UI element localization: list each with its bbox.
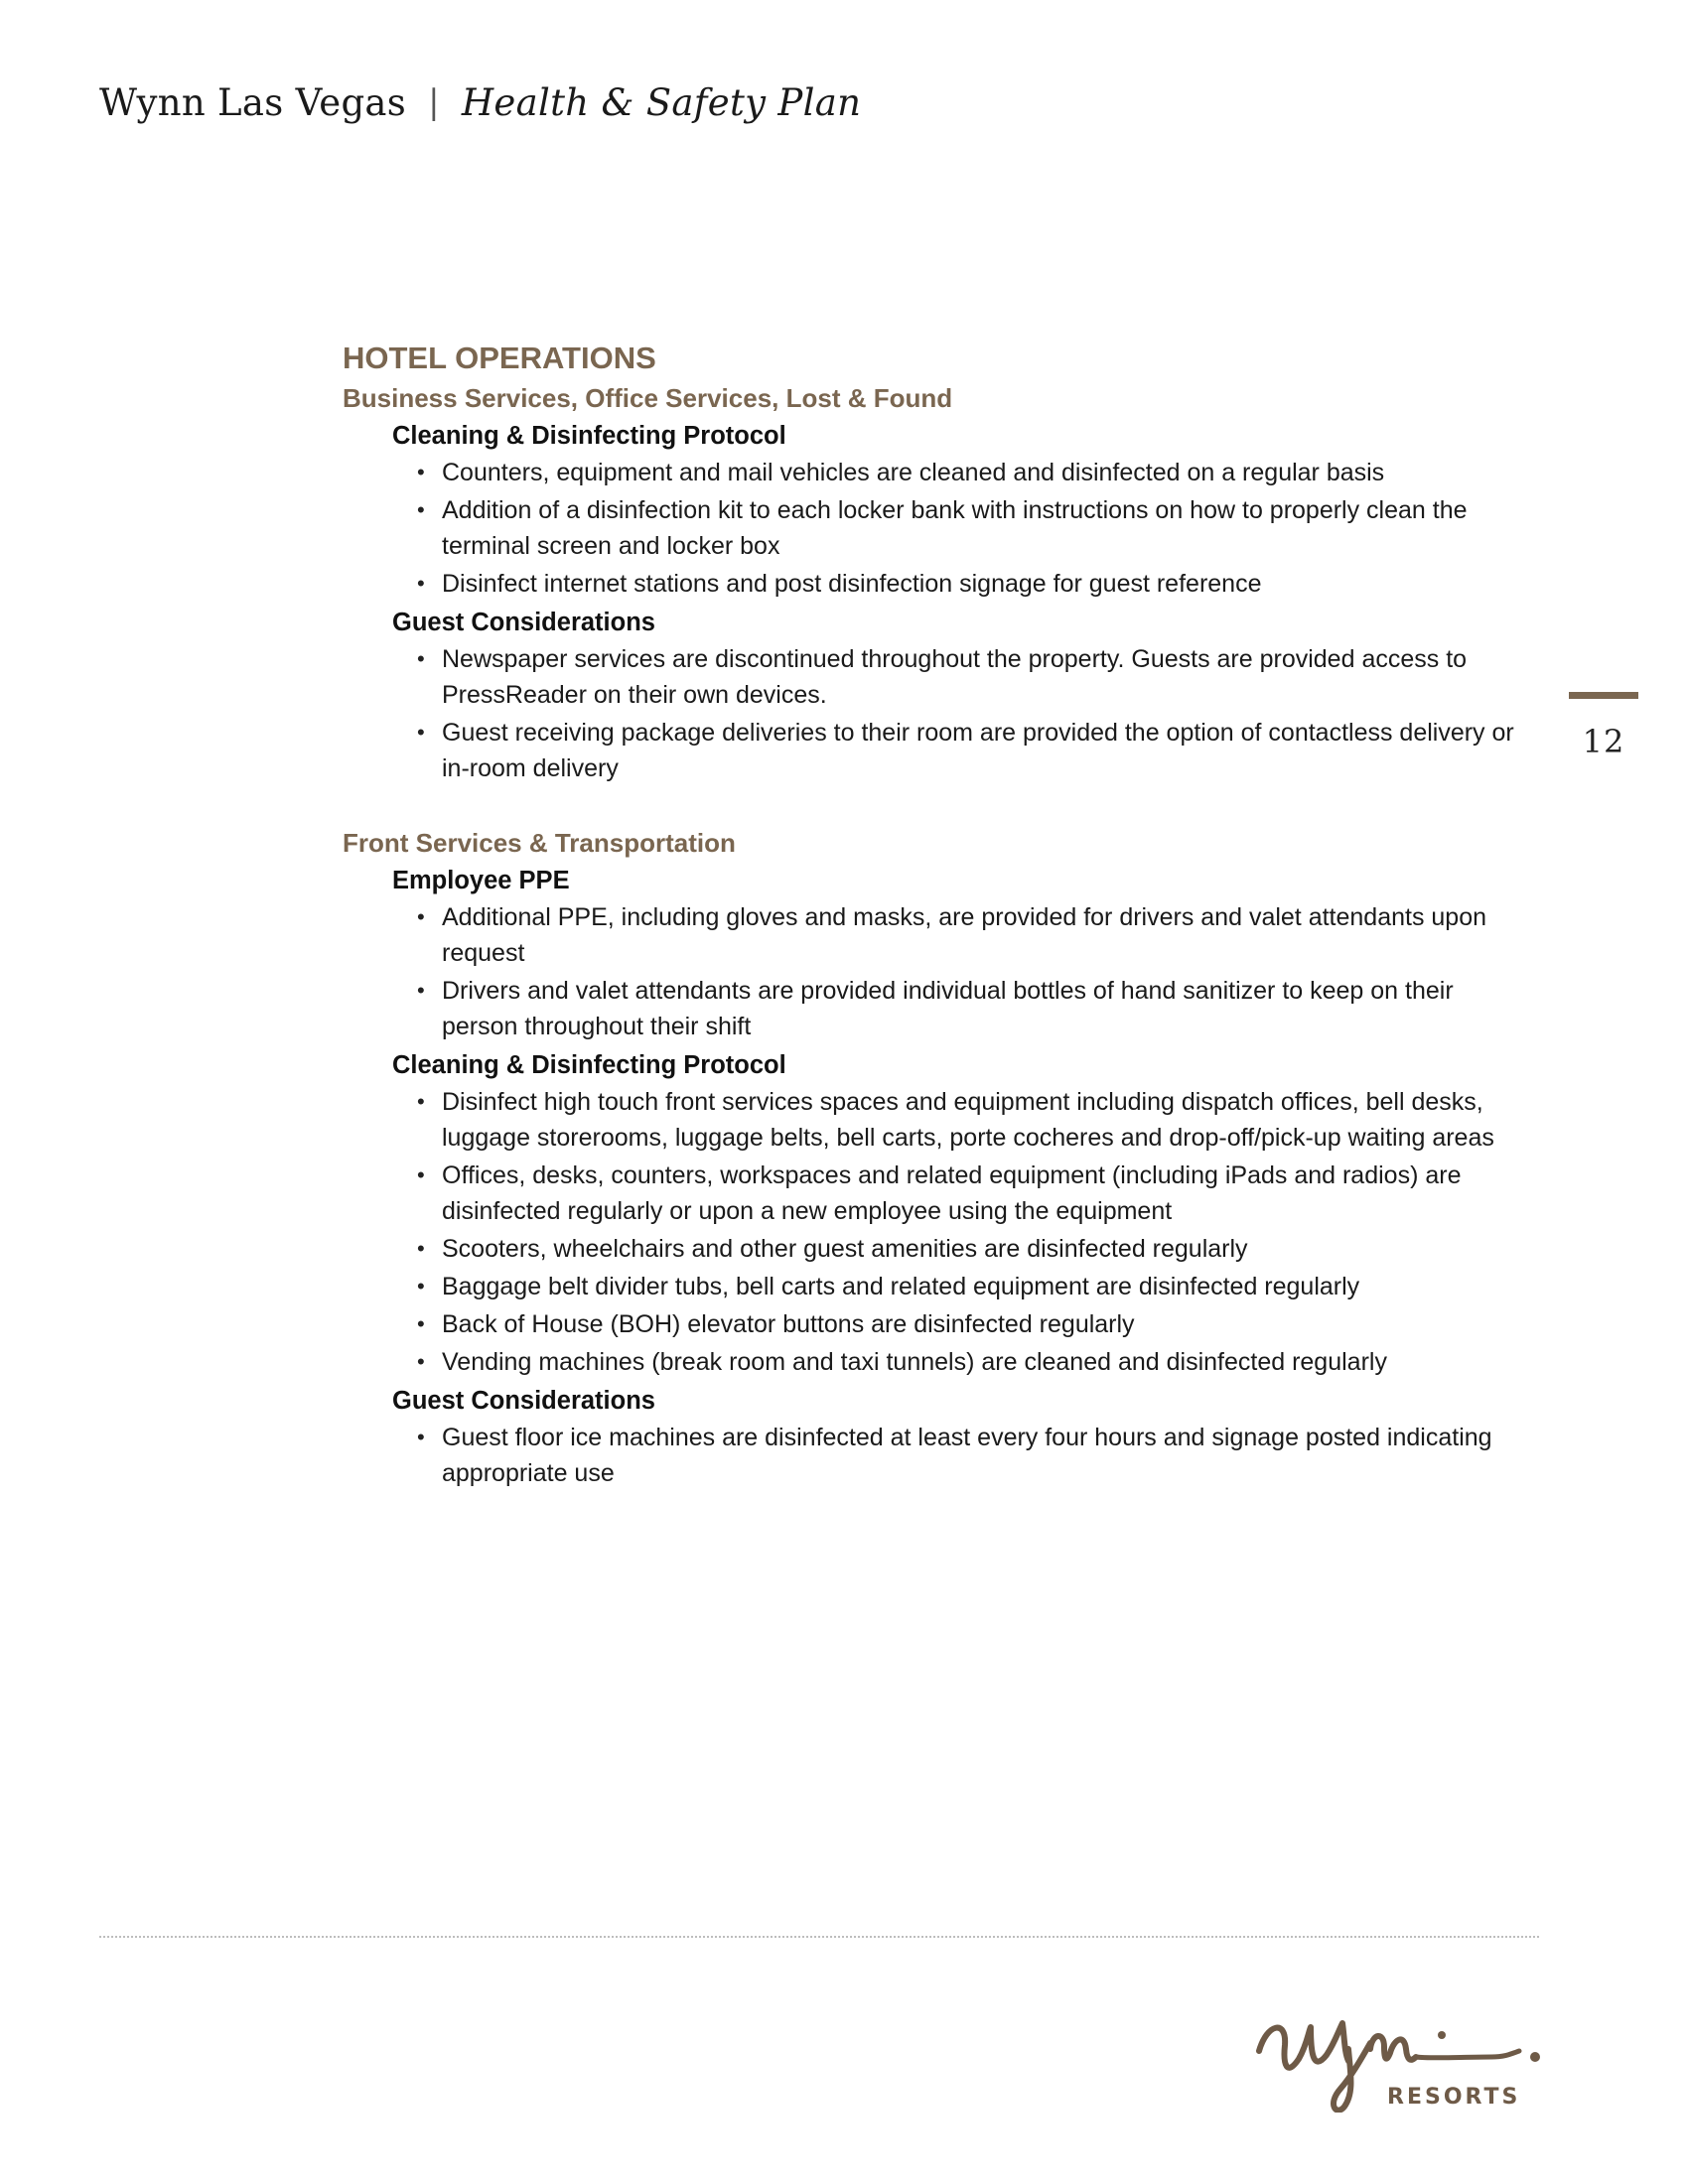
page-number: 12 [1582,723,1625,760]
subsection-title: Front Services & Transportation [343,828,736,858]
header-brand: Wynn Las Vegas [99,81,407,124]
footer-divider [99,1936,1539,1938]
list-item: • Additional PPE, including gloves and masks, are provided for drivers and valet attendants upon request [343,899,1554,971]
document-body [343,338,1554,1493]
page-number-rule [1569,692,1638,699]
list-item: • Guest receiving package deliveries to their room are provided the option of contactless delivery or in-room delivery [343,715,1554,786]
bullet-list [343,1084,1554,1380]
list-item: • Drivers and valet attendants are provided individual bottles of hand sanitizer to keep on their person throughout their shift [343,973,1554,1044]
header-separator: | [428,82,440,122]
page-header [99,81,861,124]
list-item: • Disinfect high touch front services spaces and equipment including dispatch offices, bell desks, luggage storerooms, luggage belts, bell carts, porte cocheres and drop-off/pick-up waiting areas [343,1084,1554,1156]
list-item: • Back of House (BOH) elevator buttons are disinfected regularly [343,1306,1554,1342]
list-item: • Addition of a disinfection kit to each locker bank with instructions on how to properly clean the terminal screen and locker box [343,492,1554,564]
header-subtitle: Health & Safety Plan [461,81,862,124]
bullet-list [343,899,1554,1044]
bullet-list [343,641,1554,786]
bullet-list [343,455,1554,602]
group-title: Employee PPE [392,867,570,894]
list-item: • Disinfect internet stations and post disinfection signage for guest reference [343,566,1554,602]
list-item: • Vending machines (break room and taxi tunnels) are cleaned and disinfected regularly [343,1344,1554,1380]
group-title: Guest Considerations [392,609,655,636]
group-title: Cleaning & Disinfecting Protocol [392,422,786,450]
subsection-title: Business Services, Office Services, Lost & Found [343,383,953,413]
bullet-list [343,1420,1554,1491]
list-item: • Baggage belt divider tubs, bell carts and related equipment are disinfected regularly [343,1269,1554,1304]
section-title: HOTEL OPERATIONS [343,341,656,375]
list-item: • Counters, equipment and mail vehicles are cleaned and disinfected on a regular basis [343,455,1554,490]
list-item: • Offices, desks, counters, workspaces and related equipment (including iPads and radios) are disinfected regularly or upon a new employee using the equipment [343,1158,1554,1229]
group-title: Guest Considerations [392,1387,655,1415]
group-title: Cleaning & Disinfecting Protocol [392,1051,786,1079]
wynn-resorts-logo [1253,1993,1551,2162]
logo-wordmark: RESORTS [1387,2085,1521,2110]
list-item: • Newspaper services are discontinued throughout the property. Guests are provided access to PressReader on their own devices. [343,641,1554,713]
list-item: • Scooters, wheelchairs and other guest amenities are disinfected regularly [343,1231,1554,1267]
list-item: • Guest floor ice machines are disinfected at least every four hours and signage posted indicating appropriate use [343,1420,1554,1491]
